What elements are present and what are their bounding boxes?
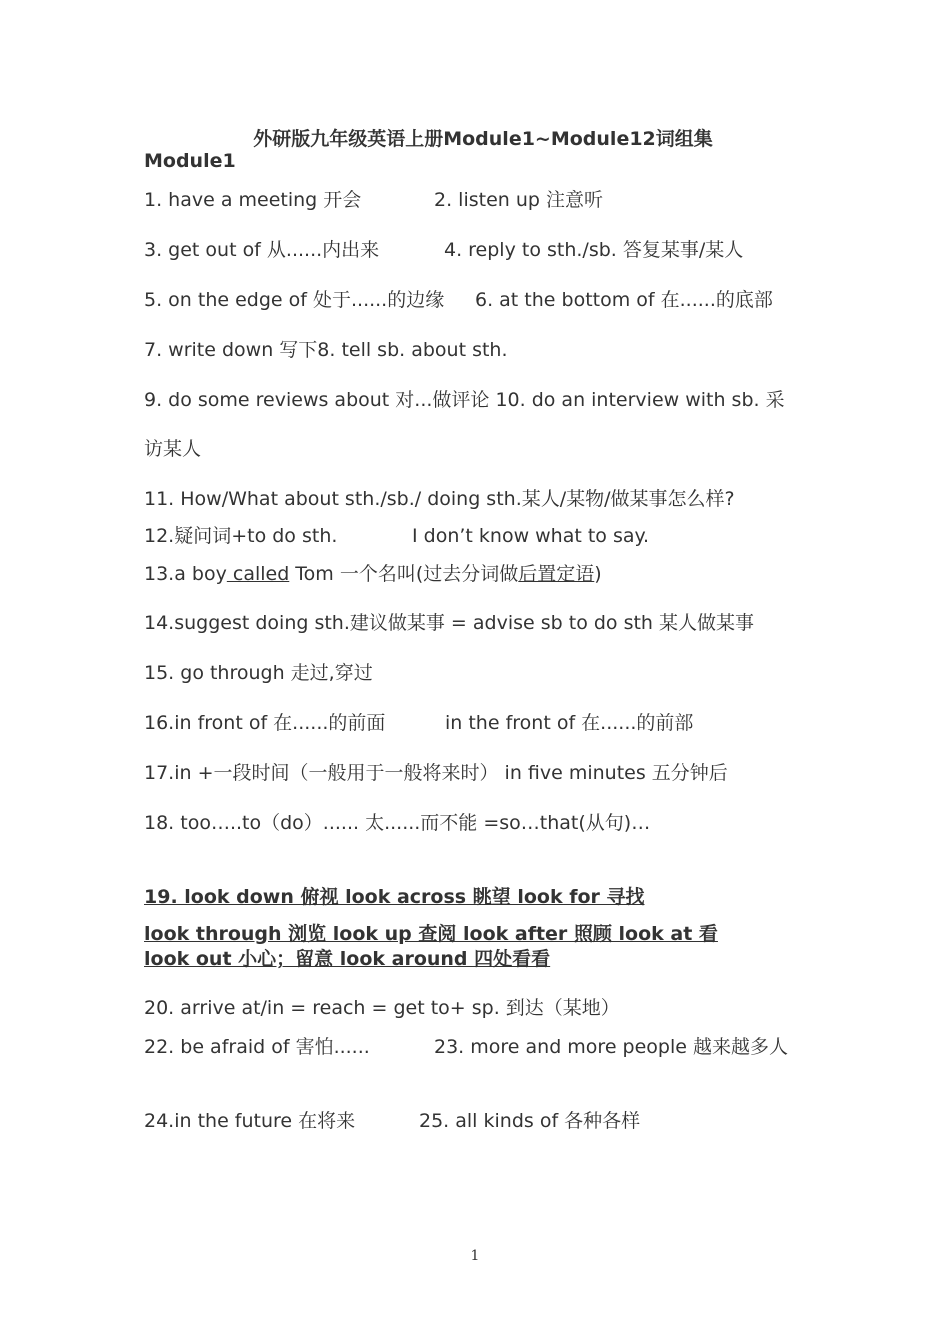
phrase-13-a: 13.a boy <box>144 563 227 585</box>
phrase-13-called: called <box>226 563 290 585</box>
phrase-20: 20. arrive at/in = reach = get to+ sp. 到达（某地） <box>144 997 620 1019</box>
phrase-3: 3. get out of 从......内出来 <box>144 239 380 261</box>
phrase-row-9 <box>144 611 754 635</box>
page-title: 外研版九年级英语上册Module1~Module12词组集 <box>253 128 713 150</box>
phrase-6: 6. at the bottom of 在......的底部 <box>475 289 773 311</box>
phrase-13-c: Tom 一个名叫(过去分词做 <box>289 563 519 585</box>
phrase-row-13 <box>144 811 650 835</box>
phrase-9-10: 9. do some reviews about 对...做评论 10. do an interview with sb. 采 <box>144 389 785 411</box>
phrase-10-continued: 访某人 <box>144 438 202 460</box>
phrase-16-b: in the front of 在......的前部 <box>445 712 694 734</box>
phrase-row-2 <box>144 238 744 262</box>
phrase-row-8 <box>144 562 602 586</box>
phrase-12: 12.疑问词+to do sth. <box>144 525 338 547</box>
phrase-2: 2. listen up 注意听 <box>434 189 603 211</box>
phrase-17: 17.in +一段时间（一般用于一般将来时） in five minutes 五分钟后 <box>144 762 728 784</box>
phrase-row-24 <box>144 1109 641 1133</box>
phrase-row-22 <box>144 1035 788 1059</box>
phrase-16-a: 16.in front of 在......的前面 <box>144 712 386 734</box>
phrase-13-e: ) <box>594 563 602 585</box>
phrase-row-10 <box>144 661 373 685</box>
phrase-19-line-1: 19. look down 俯视 look across 眺望 look for 寻找 <box>144 886 645 908</box>
page-number: 1 <box>470 1248 480 1264</box>
phrase-row-1 <box>144 188 603 212</box>
phrase-row-5 <box>144 388 785 412</box>
phrase-row-12 <box>144 761 728 785</box>
phrase-11: 11. How/What about sth./sb./ doing sth.某人/某物/做某事怎么样? <box>144 488 735 510</box>
phrase-row-3 <box>144 288 773 312</box>
phrase-24: 24.in the future 在将来 <box>144 1110 356 1132</box>
phrase-13-postmodifier: 后置定语 <box>518 563 595 585</box>
phrase-15: 15. go through 走过,穿过 <box>144 662 373 684</box>
phrase-row-11 <box>144 711 694 735</box>
phrase-19-line-2: look through 浏览 look up 查阅 look after 照顾 look at 看 <box>144 923 718 945</box>
phrase-14: 14.suggest doing sth.建议做某事 = advise sb to do sth 某人做某事 <box>144 612 755 634</box>
phrase-row-20 <box>144 996 620 1020</box>
phrase-1: 1. have a meeting 开会 <box>144 189 362 211</box>
phrase-13 <box>144 563 602 585</box>
phrase-22: 22. be afraid of 害怕...... <box>144 1036 370 1058</box>
phrase-row-7 <box>144 524 650 548</box>
phrase-12-example: I don’t know what to say. <box>412 525 650 547</box>
phrase-25: 25. all kinds of 各种各样 <box>419 1110 641 1132</box>
phrase-18: 18. too…..to（do）...... 太......而不能 =so…that(从句)… <box>144 812 651 834</box>
phrase-19-line-3: look out 小心；留意 look around 四处看看 <box>144 948 551 970</box>
phrase-4: 4. reply to sth./sb. 答复某事/某人 <box>444 239 744 261</box>
phrase-row-4 <box>144 338 508 362</box>
phrase-row-6 <box>144 487 735 511</box>
phrase-7-8: 7. write down 写下8. tell sb. about sth. <box>144 339 508 361</box>
phrase-23: 23. more and more people 越来越多人 <box>434 1036 788 1058</box>
phrase-5: 5. on the edge of 处于......的边缘 <box>144 289 445 311</box>
module-heading: Module1 <box>144 150 236 172</box>
phrase-row-5-cont <box>144 437 201 461</box>
